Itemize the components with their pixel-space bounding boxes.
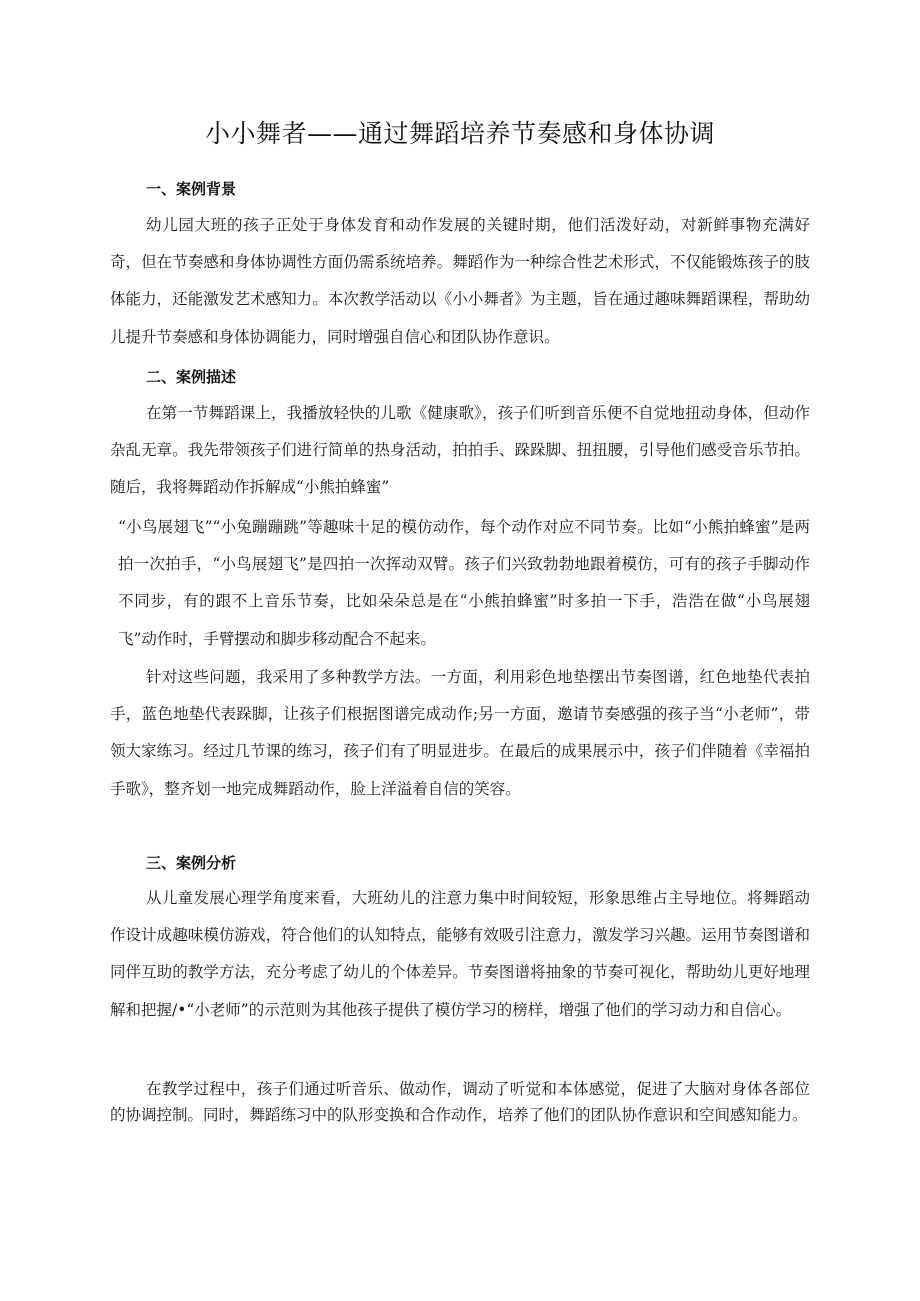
- section-heading-background: 一、案例背景: [146, 180, 237, 198]
- paragraph-description-3: 针对这些问题，我采用了多种教学方法。一方面，利用彩色地垫摆出节奏图谱，红色地垫代表拍手，蓝色地垫代表跺脚，让孩子们根据图谱完成动作;另一方面，邀请节奏感强的孩子当“小老师”，带领大家练习。经过几节课的练习，孩子们有了明显进步。在最后的成果展示中，孩子们伴随着《幸福拍手歌》，整齐划一地完成舞蹈动作，脸上洋溢着自信的笑容。: [110, 668, 810, 798]
- paragraph-analysis-1: 从儿童发展心理学角度来看，大班幼儿的注意力集中时间较短，形象思维占主导地位。将舞蹈动作设计成趣味模仿游戏，符合他们的认知特点，能够有效吸引注意力，激发学习兴趣。运用节奏图谱和同伴互助的教学方法，充分考虑了幼儿的个体差异。节奏图谱将抽象的节奏可视化，帮助幼儿更好地理解和把握/•“小老师”的示范则为其他孩子提供了模仿学习的榜样，增强了他们的学习动力和自信心。: [110, 889, 810, 1019]
- paragraph-description-2: “小鸟展翅飞”“小兔蹦蹦跳”等趣味十足的模仿动作，每个动作对应不同节奏。比如“小熊拍蜂蜜”是两拍一次拍手，“小鸟展翅飞”是四拍一次挥动双臂。孩子们兴致勃勃地跟着模仿，可有的孩子手脚动作不同步，有的跟不上音乐节奏，比如朵朵总是在“小熊拍蜂蜜”时多拍一下手，浩浩在做“小鸟展翅飞”动作时，手臂摆动和脚步移动配合不起来。: [118, 518, 810, 648]
- paragraph-description-1: 在第一节舞蹈课上，我播放轻快的儿歌《健康歌》，孩子们听到音乐便不自觉地扭动身体，但动作杂乱无章。我先带领孩子们进行简单的热身活动，拍拍手、跺跺脚、扭扭腰，引导他们感受音乐节拍。随后，我将舞蹈动作拆解成“小熊拍蜂蜜”: [110, 404, 810, 497]
- paragraph-analysis-2: 在教学过程中，孩子们通过听音乐、做动作，调动了听觉和本体感觉，促进了大脑对身体各部位的协调控制。同时，舞蹈练习中的队形变换和合作动作，培养了他们的团队协作意识和空间感知能力。: [110, 1080, 810, 1124]
- paragraph-background: 幼儿园大班的孩子正处于身体发育和动作发展的关键时期，他们活泼好动，对新鲜事物充满好奇，但在节奏感和身体协调性方面仍需系统培养。舞蹈作为一种综合性艺术形式，不仅能锻炼孩子的肢体能力，还能激发艺术感知力。本次教学活动以《小小舞者》为主题，旨在通过趣味舞蹈课程，帮助幼儿提升节奏感和身体协调能力，同时增强自信心和团队协作意识。: [110, 216, 810, 346]
- section-heading-description: 二、案例描述: [146, 368, 237, 386]
- document-title: 小小舞者——通过舞蹈培养节奏感和身体协调: [204, 119, 715, 148]
- section-heading-analysis: 三、案例分析: [146, 854, 237, 872]
